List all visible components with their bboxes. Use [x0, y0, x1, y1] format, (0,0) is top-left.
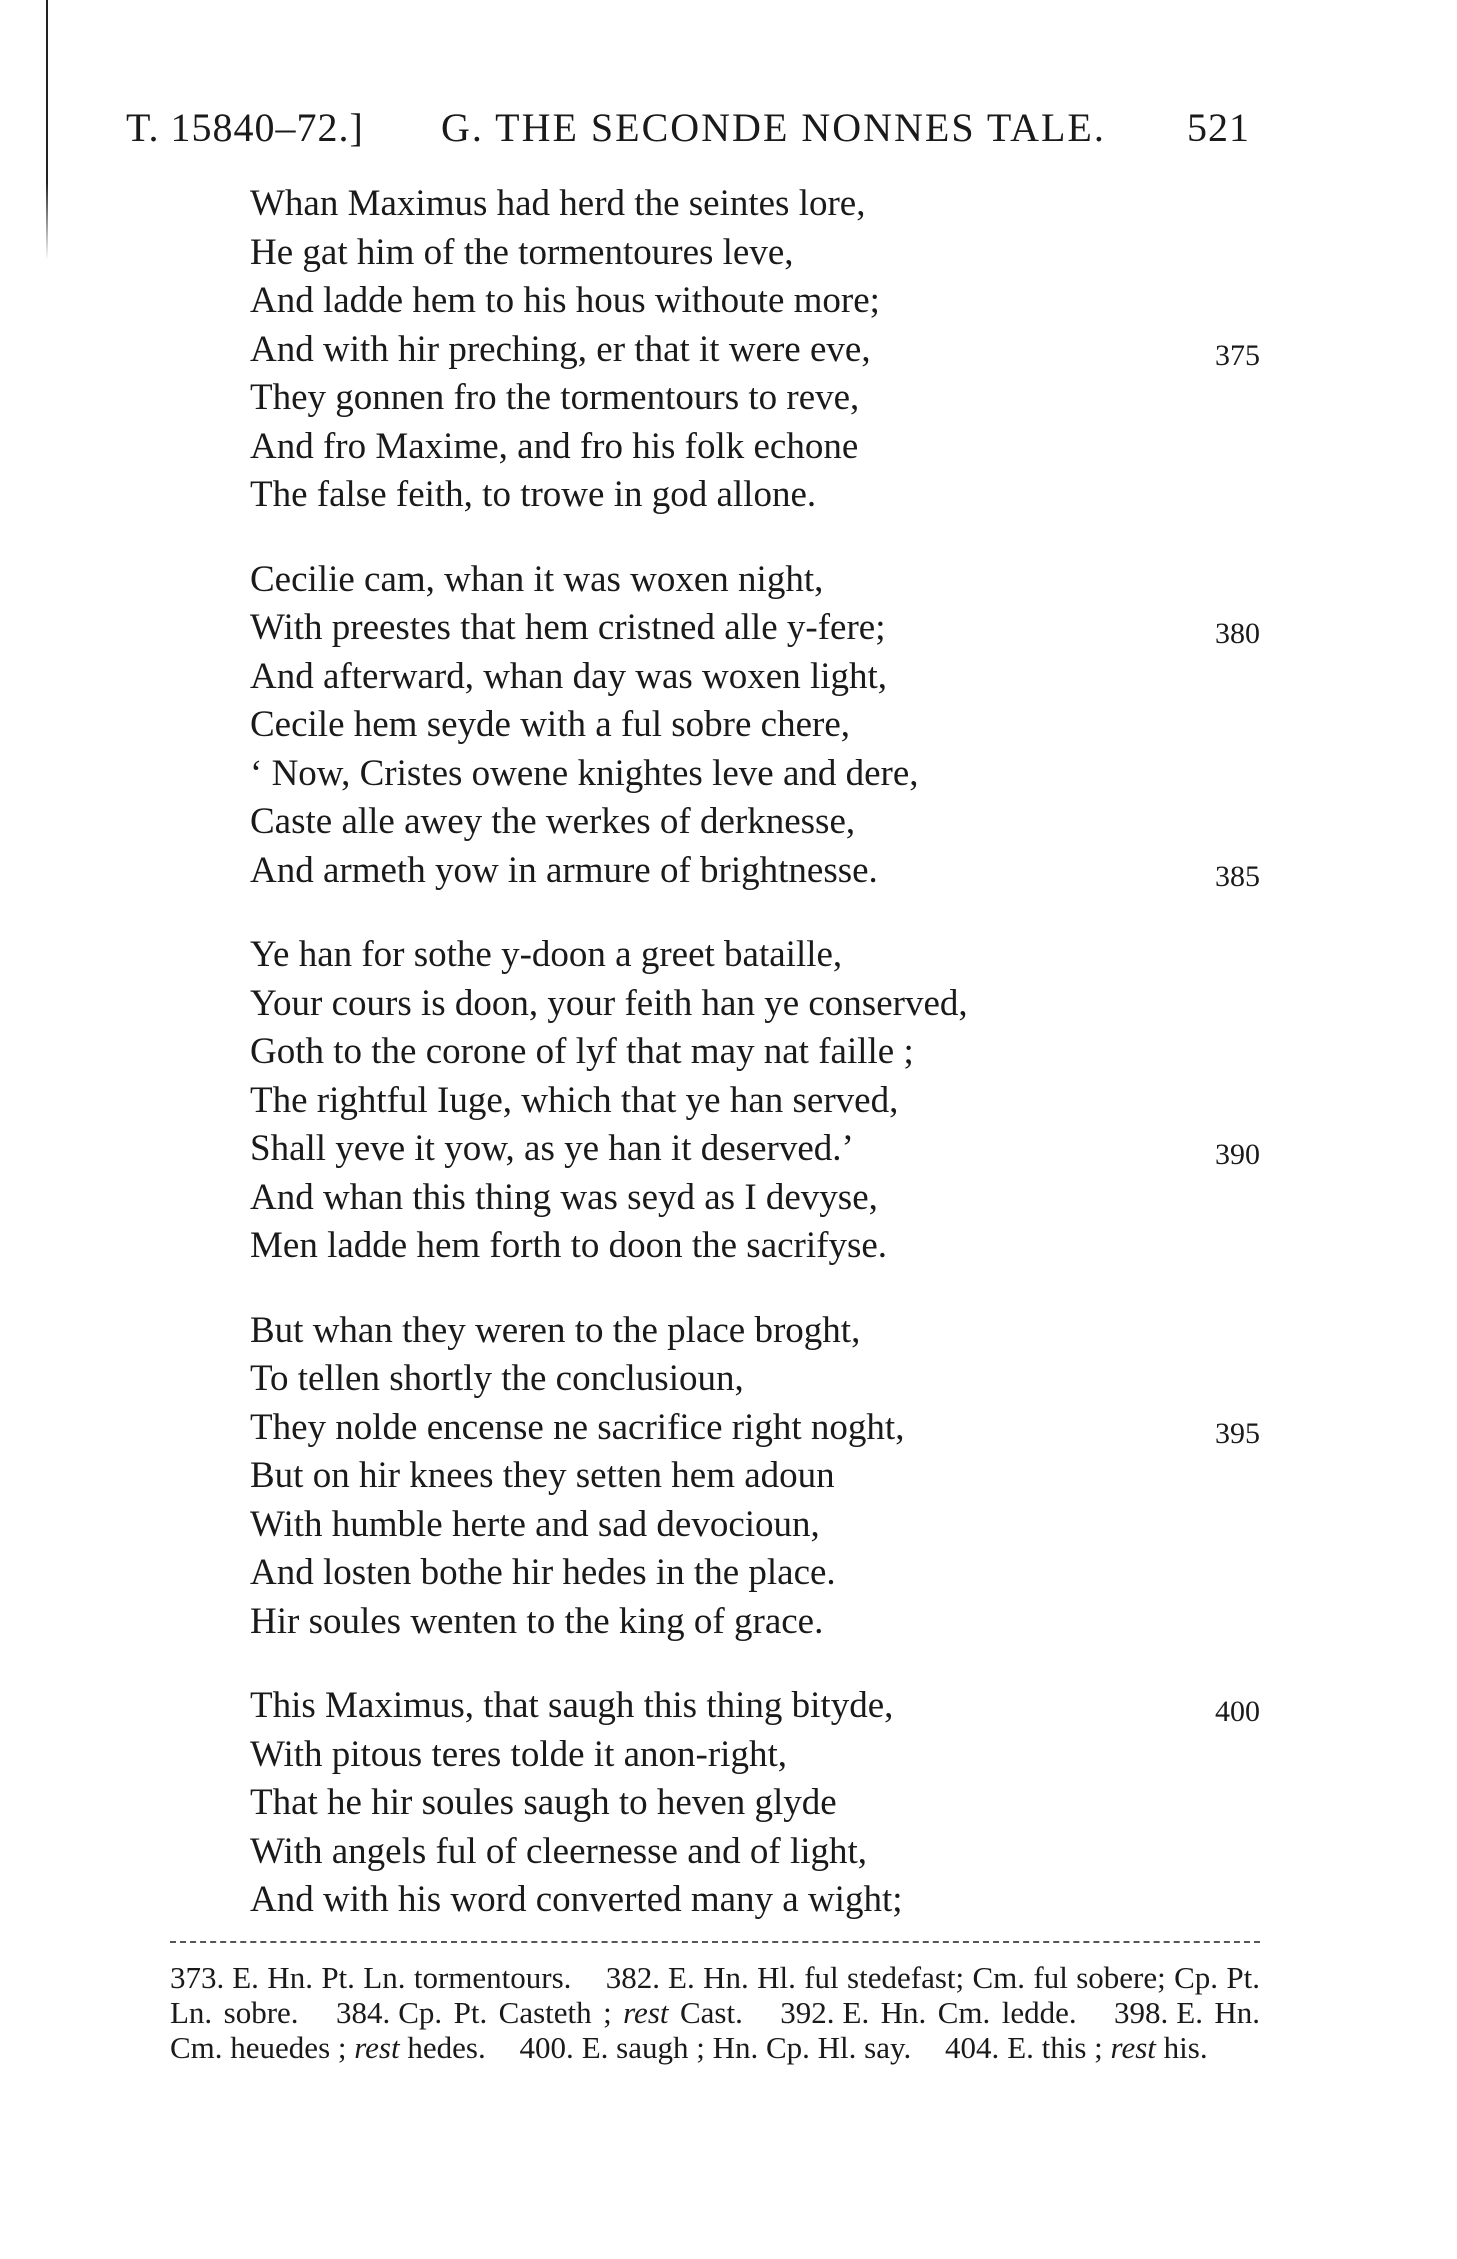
poem-line-text: Ye han for sothe y-doon a greet bataille, [250, 934, 843, 975]
poem-line-text: This Maximus, that saugh this thing bityde, [250, 1685, 894, 1726]
poem-line [250, 326, 1260, 375]
poem-line [250, 1077, 1260, 1126]
poem-line [250, 1404, 1260, 1453]
poem-line-text: He gat him of the tormentoures leve, [250, 231, 794, 273]
poem-line-text: With angels ful of cleernesse and of light, [250, 1830, 868, 1872]
poem-line-text: They gonnen fro the tormentours to reve, [250, 377, 860, 418]
poem-line-text: With pitous teres tolde it anon-right, [250, 1733, 787, 1775]
poem-line [250, 1174, 1260, 1223]
footnote-text: Cp. Pt. Casteth ; [398, 1995, 612, 2030]
poem-line-text: Men ladde hem forth to doon the sacrifyse. [250, 1225, 888, 1266]
poem-line-text: And with hir preching, er that it were eve, [250, 328, 871, 370]
footnote-rest-italic: rest [623, 1995, 669, 2030]
poem-line [250, 180, 1260, 229]
poem-line [250, 423, 1260, 472]
poem-line [250, 1355, 1260, 1404]
poem-line [250, 1779, 1260, 1828]
poem-line [250, 374, 1260, 423]
footnote [170, 1960, 571, 1995]
poem-line-text: Hir soules wenten to the king of grace. [250, 1600, 824, 1642]
poem-line [250, 1549, 1260, 1598]
poem-line-text: And fro Maxime, and fro his folk echone [250, 425, 859, 467]
footnote-number: 382. [605, 1960, 661, 1995]
footnote-text-tail: hedes. [407, 2030, 486, 2065]
poem-line-text: Cecilie cam, whan it was woxen night, [250, 558, 824, 600]
poem-line-text: Shall yeve it yow, as ye han it deserved.’ [250, 1128, 854, 1169]
footnote-number: 404. [944, 2030, 1000, 2065]
poem-line [250, 931, 1260, 980]
poem-line [250, 1682, 1260, 1731]
footnotes [170, 1960, 1260, 2065]
poem-line [250, 750, 1260, 799]
poem-line [250, 1222, 1260, 1271]
poem-line-text: And losten bothe hir hedes in the place. [250, 1552, 836, 1593]
stanza [250, 931, 1260, 1271]
poem-line [250, 604, 1260, 653]
footnote-divider [170, 1941, 1260, 1943]
poem-line-text: ‘ Now, Cristes owene knightes leve and dere, [250, 752, 919, 794]
poem-line-text: Your cours is doon, your feith han ye conserved, [250, 982, 968, 1024]
footnote-text-tail: Cast. [679, 1995, 743, 2030]
footnote-text-tail: his. [1163, 2030, 1208, 2065]
poem-body [250, 180, 1260, 1961]
footnote-text: E. Hn. Cm. ledde. [842, 1995, 1077, 2030]
stanza [250, 1307, 1260, 1647]
poem-line [250, 653, 1260, 702]
poem-line-text: That he hir soules saugh to heven glyde [250, 1782, 837, 1823]
stanza [250, 556, 1260, 896]
footnote-text: E. Hn. Pt. Ln. tormentours. [232, 1960, 572, 1995]
poem-line [250, 1876, 1260, 1925]
line-number: 375 [1215, 338, 1260, 372]
poem-line [250, 1028, 1260, 1077]
poem-line-text: But whan they weren to the place broght, [250, 1309, 861, 1351]
footnote [780, 1995, 1076, 2030]
poem-line [250, 1452, 1260, 1501]
poem-line [250, 1307, 1260, 1356]
poem-line-text: With preestes that hem cristned alle y-fere; [250, 607, 886, 648]
poem-line-text: The rightful Iuge, which that ye han served, [250, 1079, 899, 1121]
poem-line [250, 980, 1260, 1029]
poem-line [250, 1598, 1260, 1647]
line-number: 380 [1215, 617, 1260, 650]
stanza [250, 180, 1260, 520]
poem-line [250, 847, 1260, 896]
footnote-number: 373. [170, 1960, 225, 1995]
poem-line-text: Whan Maximus had herd the seintes lore, [250, 183, 866, 224]
poem-line [250, 701, 1260, 750]
page-number: 521 [1187, 105, 1250, 150]
line-number: 395 [1215, 1416, 1260, 1450]
line-number: 385 [1215, 859, 1260, 893]
line-reference: T. 15840–72.] [126, 105, 364, 150]
poem-line [250, 1828, 1260, 1877]
page-header [126, 104, 1250, 164]
footnote [336, 1995, 743, 2030]
footnote [945, 2030, 1208, 2065]
footnote-text: E. this ; [1007, 2030, 1103, 2065]
poem-line-text: Goth to the corone of lyf that may nat faille ; [250, 1031, 914, 1072]
poem-line-text: And with his word converted many a wight; [250, 1879, 903, 1920]
poem-line-text: They nolde encense ne sacrifice right noght, [250, 1406, 905, 1448]
poem-line-text: The false feith, to trowe in god allone. [250, 474, 817, 515]
line-number: 390 [1215, 1138, 1260, 1171]
poem-line [250, 1125, 1260, 1174]
poem-line [250, 229, 1260, 278]
running-title: G. THE SECONDE NONNES TALE. [441, 105, 1106, 150]
poem-line [250, 277, 1260, 326]
footnote [519, 2030, 911, 2065]
binding-edge-line [46, 0, 48, 260]
poem-line-text: Caste alle awey the werkes of derknesse, [250, 801, 856, 842]
poem-line [250, 1731, 1260, 1780]
poem-line [250, 798, 1260, 847]
poem-line [250, 1501, 1260, 1550]
poem-line-text: And armeth yow in armure of brightnesse. [250, 849, 878, 891]
footnote-rest-italic: rest [354, 2030, 400, 2065]
poem-line [250, 471, 1260, 520]
footnote-text: E. Hn. Hl. ful stedefast; Cm. ful sobere; Cp. Pt. Ln. sobre. [170, 1960, 1261, 2030]
poem-line-text: With humble herte and sad devocioun, [250, 1503, 820, 1545]
poem-line [250, 556, 1260, 605]
poem-line-text: And whan this thing was seyd as I devyse, [250, 1176, 878, 1218]
footnote-number: 384. [335, 1995, 391, 2030]
footnote-text: E. saugh ; Hn. Cp. Hl. say. [581, 2030, 912, 2065]
footnote-number: 398. [1114, 1995, 1169, 2030]
footnote-number: 392. [780, 1995, 835, 2030]
poem-line-text: And afterward, whan day was woxen light, [250, 655, 888, 697]
poem-line-text: And ladde hem to his hous withoute more; [250, 280, 880, 321]
poem-line-text: Cecile hem seyde with a ful sobre chere, [250, 704, 850, 745]
footnote-rest-italic: rest [1110, 2030, 1156, 2065]
footnote-text: E. Hn. Cm. heuedes ; [170, 1995, 1261, 2065]
line-number: 400 [1215, 1695, 1260, 1728]
poem-line-text: But on hir knees they setten hem adoun [250, 1455, 835, 1496]
footnote-number: 400. [519, 2030, 574, 2065]
stanza [250, 1682, 1260, 1925]
poem-line-text: To tellen shortly the conclusioun, [250, 1358, 744, 1399]
